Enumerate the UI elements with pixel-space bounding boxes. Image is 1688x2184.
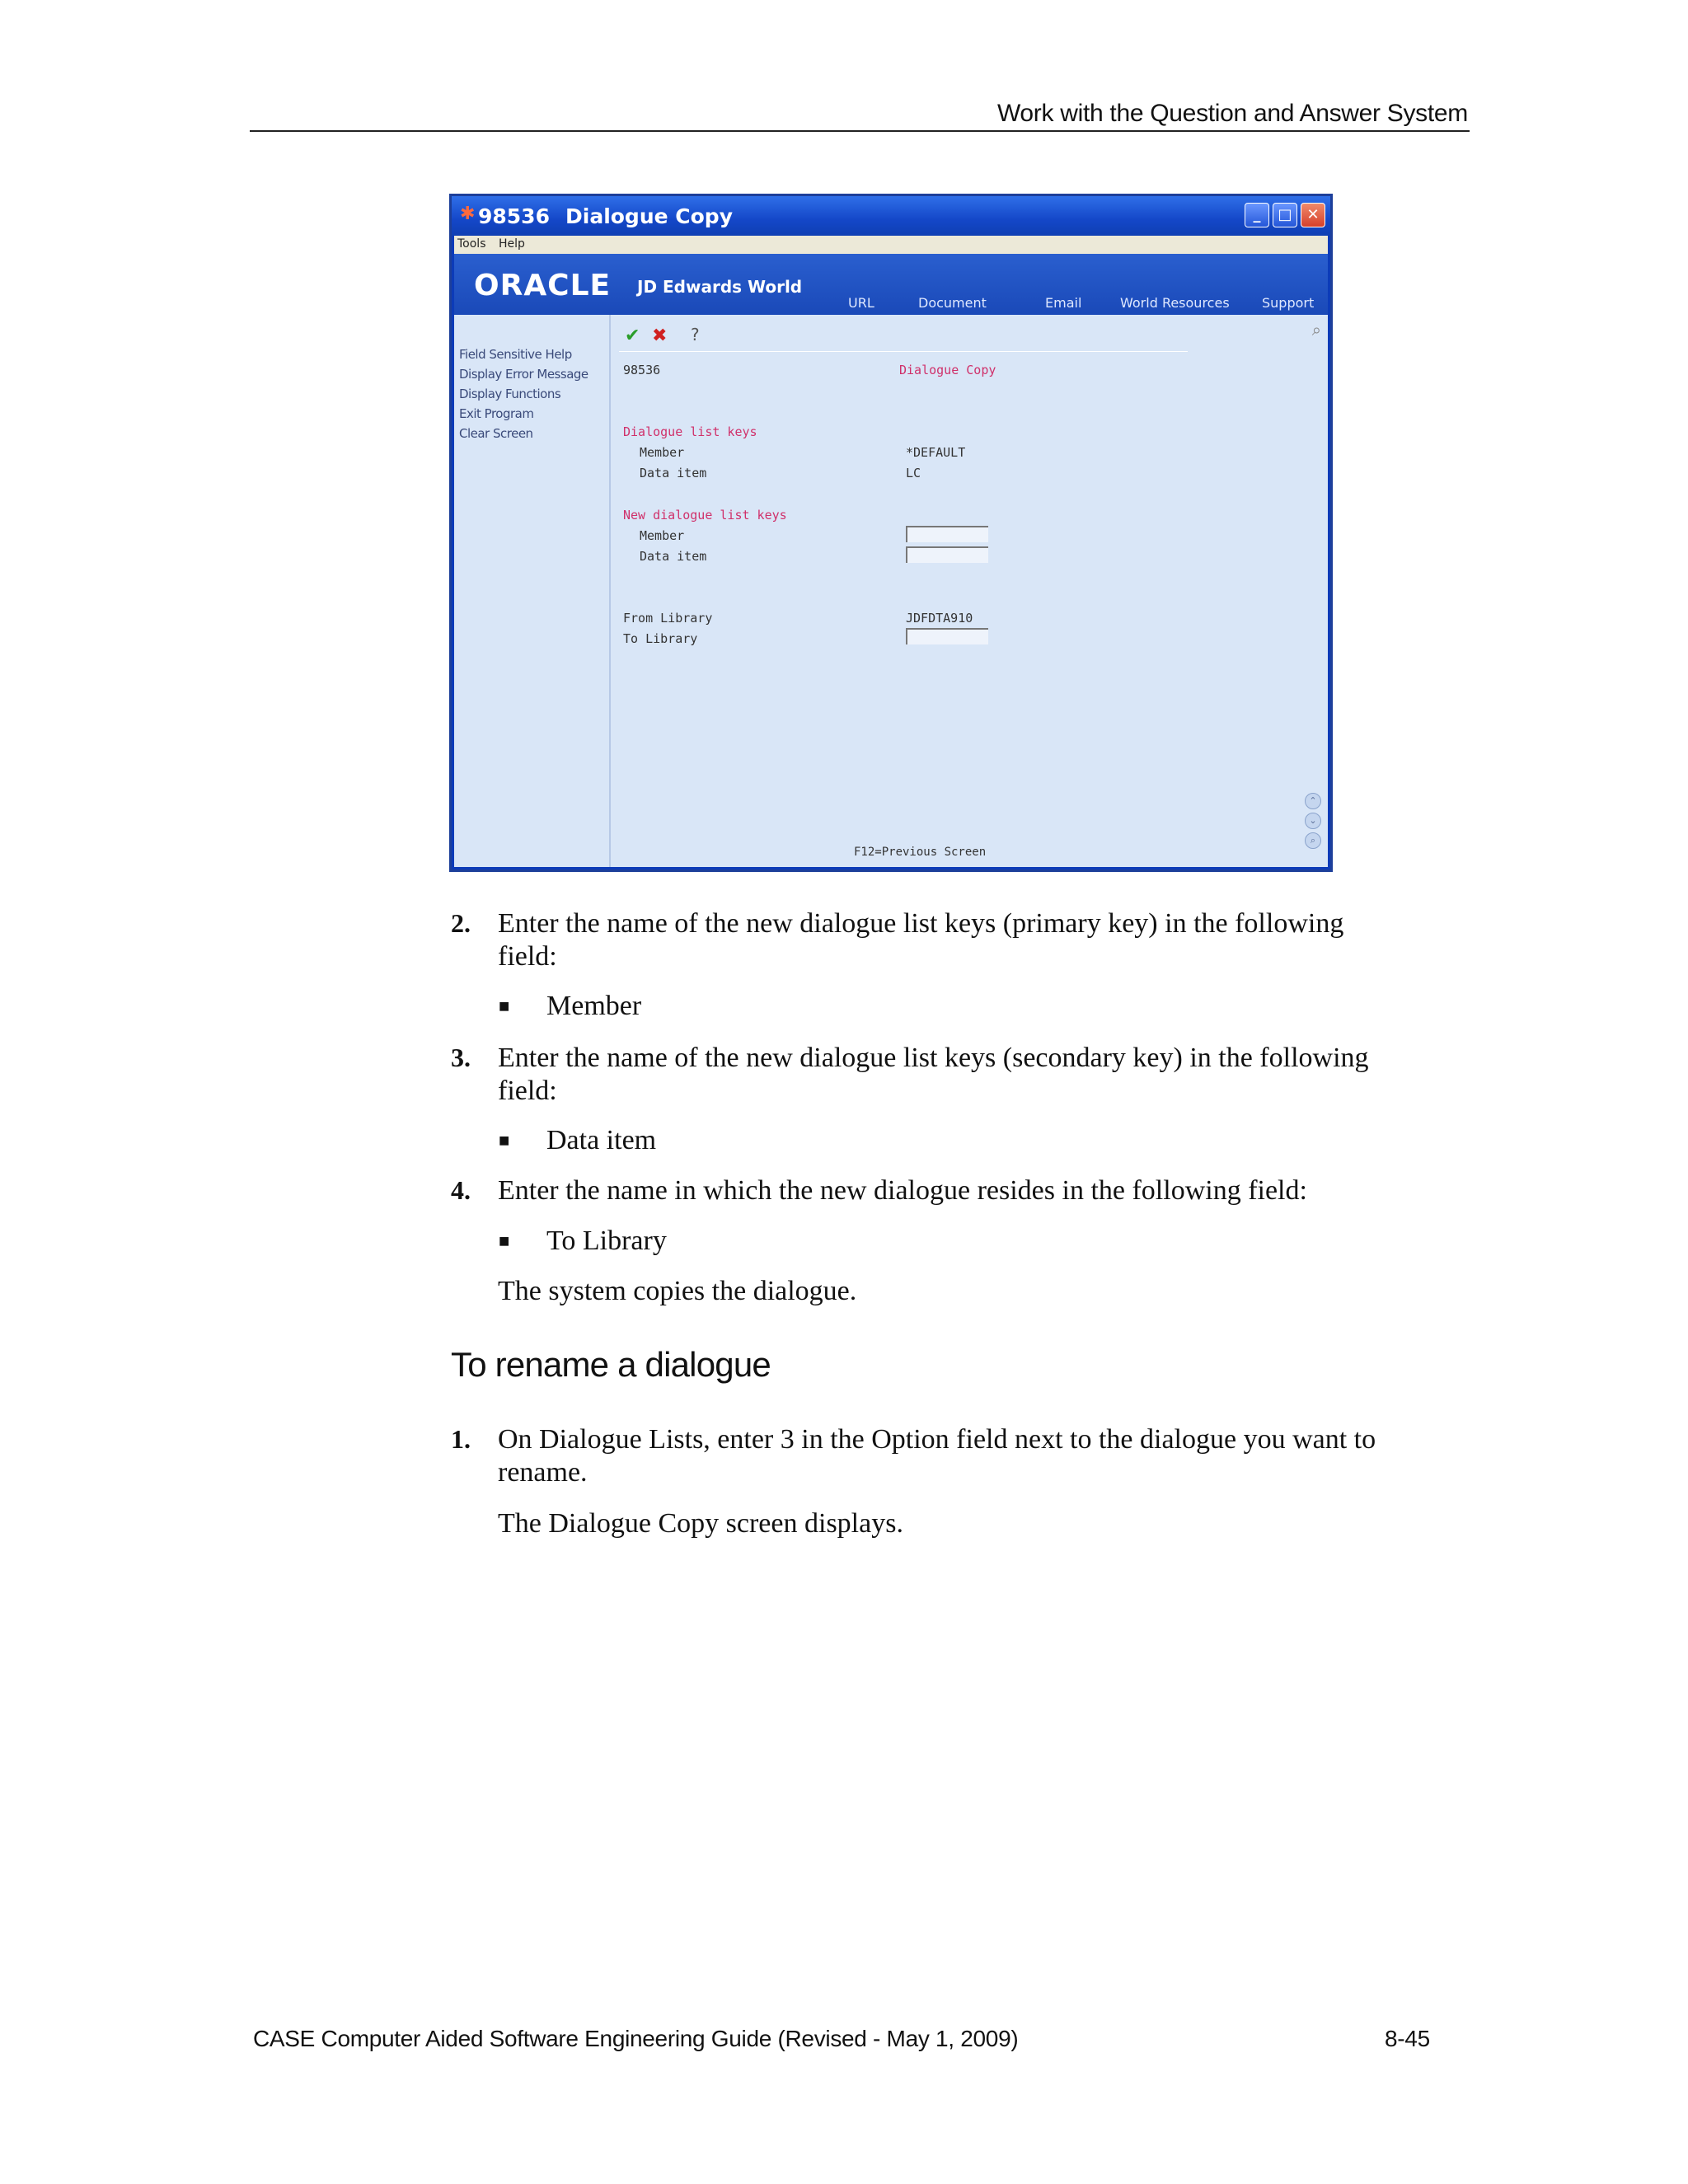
menu-bar bbox=[454, 236, 1328, 254]
step-text: Enter the name of the new dialogue list keys (secondary key) in the following bbox=[498, 1043, 1369, 1073]
minimize-icon[interactable]: _ bbox=[1245, 203, 1269, 227]
to-library-input[interactable] bbox=[906, 628, 988, 644]
nav-world-resources[interactable]: World Resources bbox=[1120, 295, 1230, 311]
step-text: On Dialogue Lists, enter 3 in the Option field next to the dialogue you want to bbox=[498, 1424, 1376, 1455]
dialogue-copy-screenshot bbox=[449, 194, 1333, 872]
bullet-text: Data item bbox=[546, 1125, 657, 1155]
window-titlebar bbox=[452, 196, 1330, 236]
oracle-logo: ORACLE bbox=[474, 269, 612, 302]
product-name: JD Edwards World bbox=[637, 277, 803, 297]
window-title: Dialogue Copy bbox=[565, 204, 734, 228]
step-text: Enter the name in which the new dialogue resides in the following field: bbox=[498, 1175, 1307, 1206]
bullet-icon: ■ bbox=[499, 1230, 510, 1251]
step-text-cont: field: bbox=[498, 1076, 557, 1106]
page-number: 8-45 bbox=[1385, 2026, 1430, 2051]
step-text-cont: field: bbox=[498, 941, 557, 972]
zoom-icon[interactable]: ⌕ bbox=[1305, 832, 1321, 849]
app-icon: ✱ bbox=[460, 204, 476, 224]
member-value: *DEFAULT bbox=[906, 445, 966, 460]
step-number: 4. bbox=[451, 1175, 471, 1205]
nav-email[interactable]: Email bbox=[1045, 295, 1082, 311]
result-text: The system copies the dialogue. bbox=[498, 1276, 857, 1306]
step-number: 3. bbox=[451, 1043, 471, 1072]
form-area bbox=[611, 315, 1328, 867]
nav-document[interactable]: Document bbox=[918, 295, 987, 311]
scroll-up-icon[interactable]: ⌃ bbox=[1305, 793, 1321, 809]
cancel-icon[interactable]: ✖ bbox=[652, 325, 668, 345]
step-text: Enter the name of the new dialogue list keys (primary key) in the following bbox=[498, 908, 1344, 939]
window-program-number: 98536 bbox=[478, 204, 550, 228]
display-functions-link[interactable]: Display Functions bbox=[459, 387, 561, 401]
bullet-text: To Library bbox=[546, 1226, 667, 1256]
field-sensitive-help-link[interactable]: Field Sensitive Help bbox=[459, 347, 572, 362]
new-member-input[interactable] bbox=[906, 526, 988, 542]
to-library-label: To Library bbox=[623, 631, 698, 646]
nav-url[interactable]: URL bbox=[848, 295, 874, 311]
exit-program-link[interactable]: Exit Program bbox=[459, 406, 534, 421]
function-key-legend: F12=Previous Screen bbox=[854, 846, 987, 859]
toolbar-divider bbox=[619, 351, 1188, 352]
menu-help[interactable]: Help bbox=[499, 237, 525, 251]
running-header: Work with the Question and Answer System bbox=[250, 99, 1470, 132]
step-number: 2. bbox=[451, 908, 471, 938]
display-error-message-link[interactable]: Display Error Message bbox=[459, 367, 588, 382]
bullet-icon: ■ bbox=[499, 1130, 510, 1151]
new-data-item-label: Data item bbox=[640, 549, 707, 564]
scroll-down-icon[interactable]: ⌄ bbox=[1305, 813, 1321, 829]
section-dialogue-list-keys: Dialogue list keys bbox=[623, 424, 757, 439]
from-library-value: JDFDTA910 bbox=[906, 611, 973, 626]
nav-support[interactable]: Support bbox=[1262, 295, 1315, 311]
section-heading: To rename a dialogue bbox=[451, 1345, 771, 1384]
result-text: The Dialogue Copy screen displays. bbox=[498, 1508, 903, 1539]
section-new-dialogue-list-keys: New dialogue list keys bbox=[623, 508, 787, 523]
left-function-menu bbox=[454, 315, 611, 867]
help-icon[interactable]: ? bbox=[691, 325, 700, 344]
data-item-label: Data item bbox=[640, 466, 707, 480]
new-member-label: Member bbox=[640, 528, 685, 543]
search-icon[interactable]: ⌕ bbox=[1311, 321, 1321, 340]
bullet-icon: ■ bbox=[499, 996, 510, 1016]
data-item-value: LC bbox=[906, 466, 921, 480]
program-id: 98536 bbox=[623, 363, 661, 377]
close-icon[interactable]: ✕ bbox=[1301, 203, 1325, 227]
menu-tools[interactable]: Tools bbox=[457, 237, 486, 251]
step-number: 1. bbox=[451, 1424, 471, 1454]
screen-title: Dialogue Copy bbox=[899, 363, 996, 377]
oracle-banner bbox=[454, 254, 1328, 315]
clear-screen-link[interactable]: Clear Screen bbox=[459, 426, 533, 441]
bullet-text: Member bbox=[546, 991, 642, 1021]
new-data-item-input[interactable] bbox=[906, 546, 988, 563]
from-library-label: From Library bbox=[623, 611, 713, 626]
maximize-icon[interactable]: □ bbox=[1273, 203, 1297, 227]
footer-title: CASE Computer Aided Software Engineering Guide (Revised - May 1, 2009) bbox=[253, 2026, 1019, 2051]
member-label: Member bbox=[640, 445, 685, 460]
check-icon[interactable]: ✔ bbox=[625, 325, 640, 345]
step-text-cont: rename. bbox=[498, 1457, 588, 1488]
